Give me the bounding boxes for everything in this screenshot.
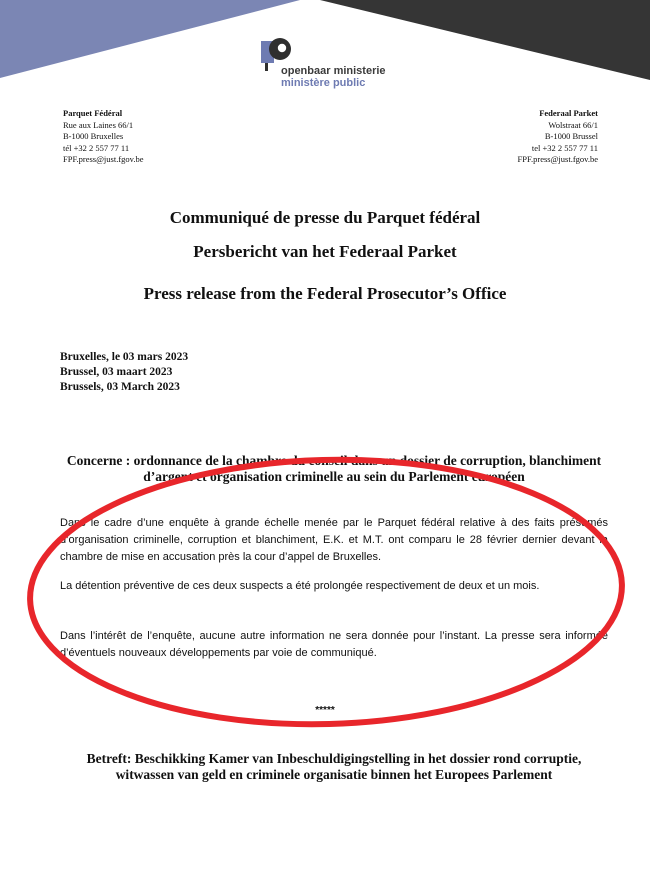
subject-french: Concerne : ordonnance de la chambre du conseil dans un dossier de corruption, blanchiment d’argent et organisation criminelle au sein du Parlement européen [66, 453, 602, 484]
body-paragraph-investigation: Dans le cadre d’une enquête à grande échelle menée par le Parquet fédéral relative à des faits présumés d’organisation criminelle, corruption et blanchiment, E.K. et M.T. ont comparu le 28 février dernier devant la chambre de mise en accusation près la cour d’appel de Bruxelles. [60, 517, 608, 563]
logo-text-dutch: openbaar ministerie [281, 65, 386, 77]
date-dutch: Brussel, 03 maart 2023 [60, 366, 173, 378]
section-separator: ***** [315, 705, 335, 716]
logo-text-french: ministère public [281, 77, 366, 89]
sender-name: Parquet Fédéral [63, 108, 123, 118]
date-english: Brussels, 03 March 2023 [60, 381, 180, 393]
document-dates [60, 350, 188, 395]
sender-city: B-1000 Bruxelles [63, 131, 124, 141]
sender-email: FPF.press@just.fgov.be [517, 154, 598, 164]
body-paragraph-detention: La détention préventive de ces deux suspects a été prolongée respectivement de deux et un mois. [60, 580, 540, 592]
sender-address-dutch [517, 108, 598, 166]
sender-name: Federaal Parket [539, 108, 598, 118]
title-english: Press release from the Federal Prosecutor’s Office [143, 284, 507, 303]
subject-dutch: Betreft: Beschikking Kamer van Inbeschuldigingstelling in het dossier rond corruptie, witwassen van geld en criminele organisatie binnen het Europees Parlement [86, 751, 582, 782]
sender-phone: tel +32 2 557 77 11 [531, 142, 598, 153]
title-french: Communiqué de presse du Parquet fédéral [169, 208, 481, 227]
header-banner-left [0, 0, 300, 78]
sender-street: Wolstraat 66/1 [548, 119, 598, 130]
ministry-logo [261, 33, 401, 93]
date-french: Bruxelles, le 03 mars 2023 [60, 351, 189, 363]
title-dutch: Persbericht van het Federaal Parket [193, 242, 457, 261]
sender-email: FPF.press@just.fgov.be [63, 154, 144, 164]
sender-address-french [63, 108, 144, 166]
body-paragraph-press: Dans l’intérêt de l’enquête, aucune autre information ne sera donnée pour l’instant. La presse sera informée d’éventuels nouveaux développements par voie de communiqué. [60, 630, 608, 659]
sender-phone: tél +32 2 557 77 11 [63, 142, 130, 153]
sender-city: B-1000 Brussel [544, 131, 598, 141]
sender-street: Rue aux Laines 66/1 [63, 119, 134, 130]
